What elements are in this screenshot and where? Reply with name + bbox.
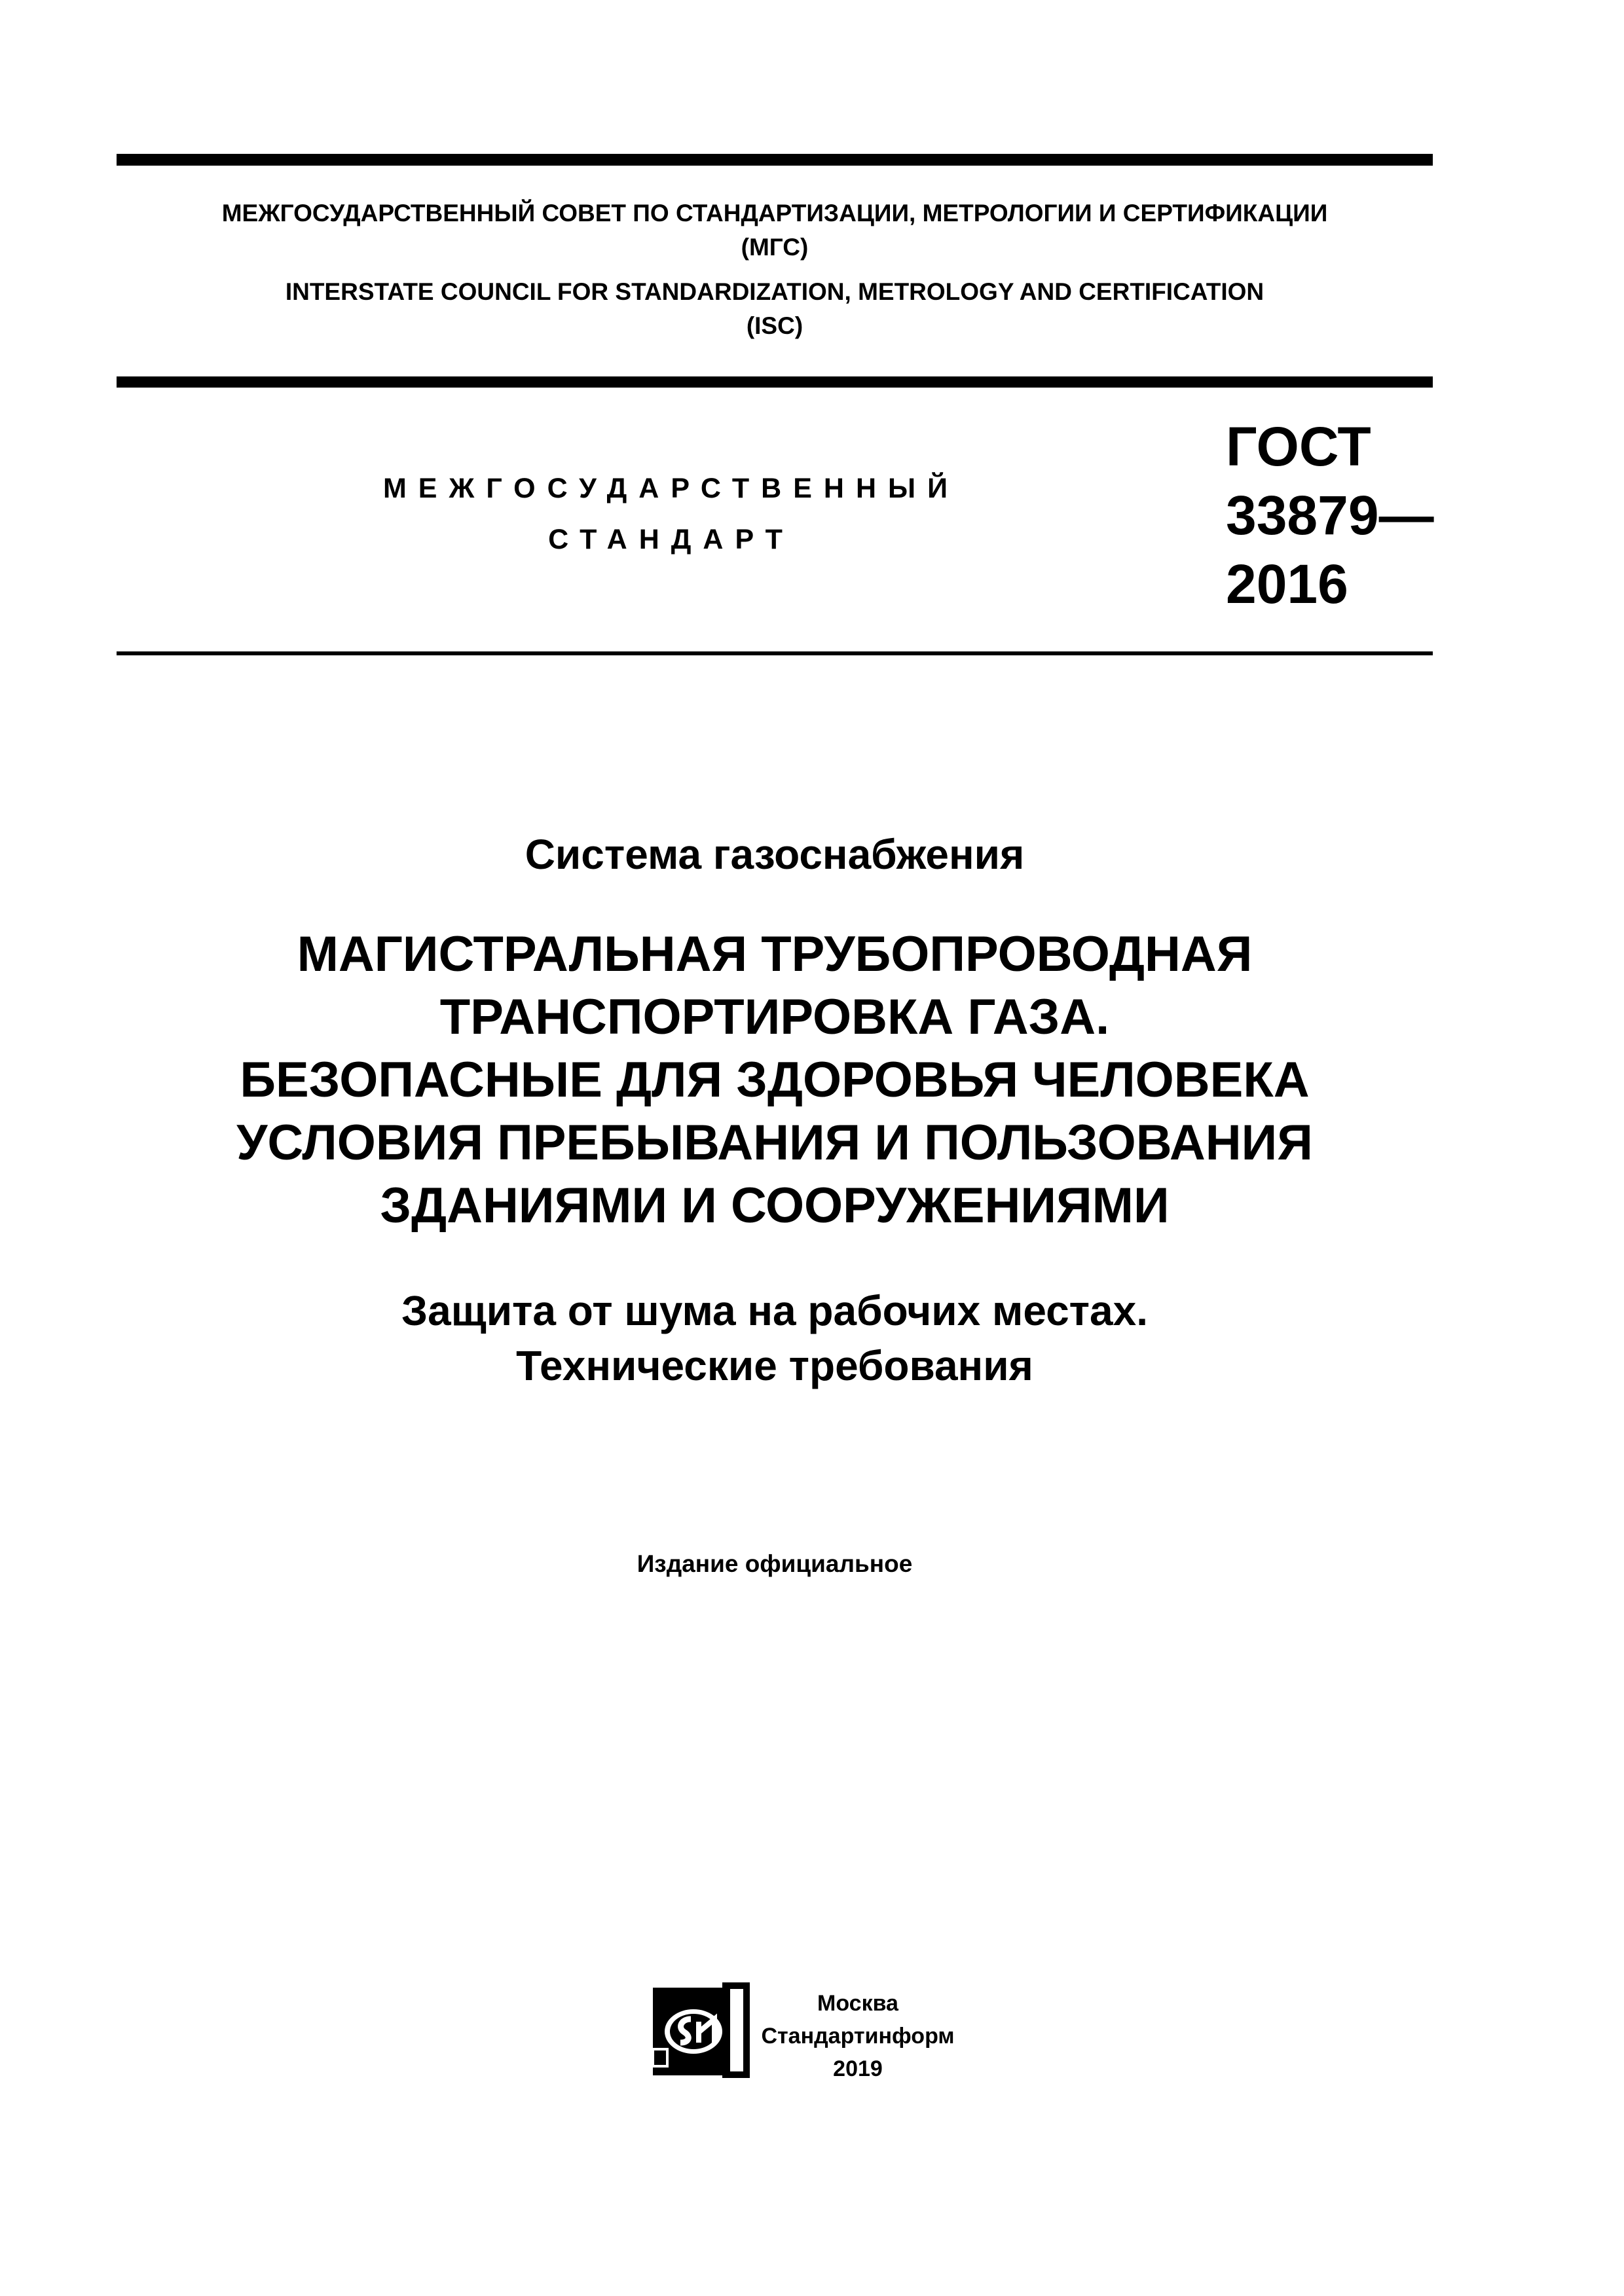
standartinform-logo-icon: [652, 1982, 750, 2078]
main-title-line: ЗДАНИЯМИ И СООРУЖЕНИЯМИ: [380, 1178, 1170, 1233]
edition-label: Издание официальное: [637, 1550, 913, 1577]
system-title: Система газоснабжения: [525, 831, 1025, 878]
top-rule: [117, 154, 1433, 166]
council-abbr-en: (ISC): [746, 312, 803, 339]
middle-rule: [117, 376, 1433, 388]
main-title-line: ТРАНСПОРТИРОВКА ГАЗА.: [439, 989, 1110, 1045]
gost-label: ГОСТ: [1226, 416, 1371, 477]
council-name-ru: МЕЖГОСУДАРСТВЕННЫЙ СОВЕТ ПО СТАНДАРТИЗАЦИИ, МЕТРОЛОГИИ И СЕРТИФИКАЦИИ: [221, 200, 1328, 227]
standard-type-line2: СТАНДАРТ: [548, 524, 794, 555]
main-title-line: МАГИСТРАЛЬНАЯ ТРУБОПРОВОДНАЯ: [297, 926, 1253, 982]
gost-year: 2016: [1226, 553, 1348, 615]
subtitle-line: Технические требования: [516, 1342, 1033, 1389]
publisher-name: Стандартинформ: [761, 2024, 955, 2049]
council-abbr-ru: (МГС): [741, 234, 809, 261]
subtitle-line: Защита от шума на рабочих местах.: [401, 1287, 1148, 1334]
council-name-en: INTERSTATE COUNCIL FOR STANDARDIZATION, METROLOGY AND CERTIFICATION: [285, 278, 1264, 305]
gost-number: 33879—: [1226, 484, 1434, 546]
standard-type-line1: МЕЖГОСУДАРСТВЕННЫЙ: [382, 473, 960, 504]
main-title-line: БЕЗОПАСНЫЕ ДЛЯ ЗДОРОВЬЯ ЧЕЛОВЕКА: [240, 1052, 1310, 1108]
publisher-year: 2019: [833, 2056, 883, 2081]
main-title-line: УСЛОВИЯ ПРЕБЫВАНИЯ И ПОЛЬЗОВАНИЯ: [236, 1115, 1313, 1171]
publisher-city: Москва: [817, 1991, 898, 2016]
bottom-rule: [117, 651, 1433, 655]
